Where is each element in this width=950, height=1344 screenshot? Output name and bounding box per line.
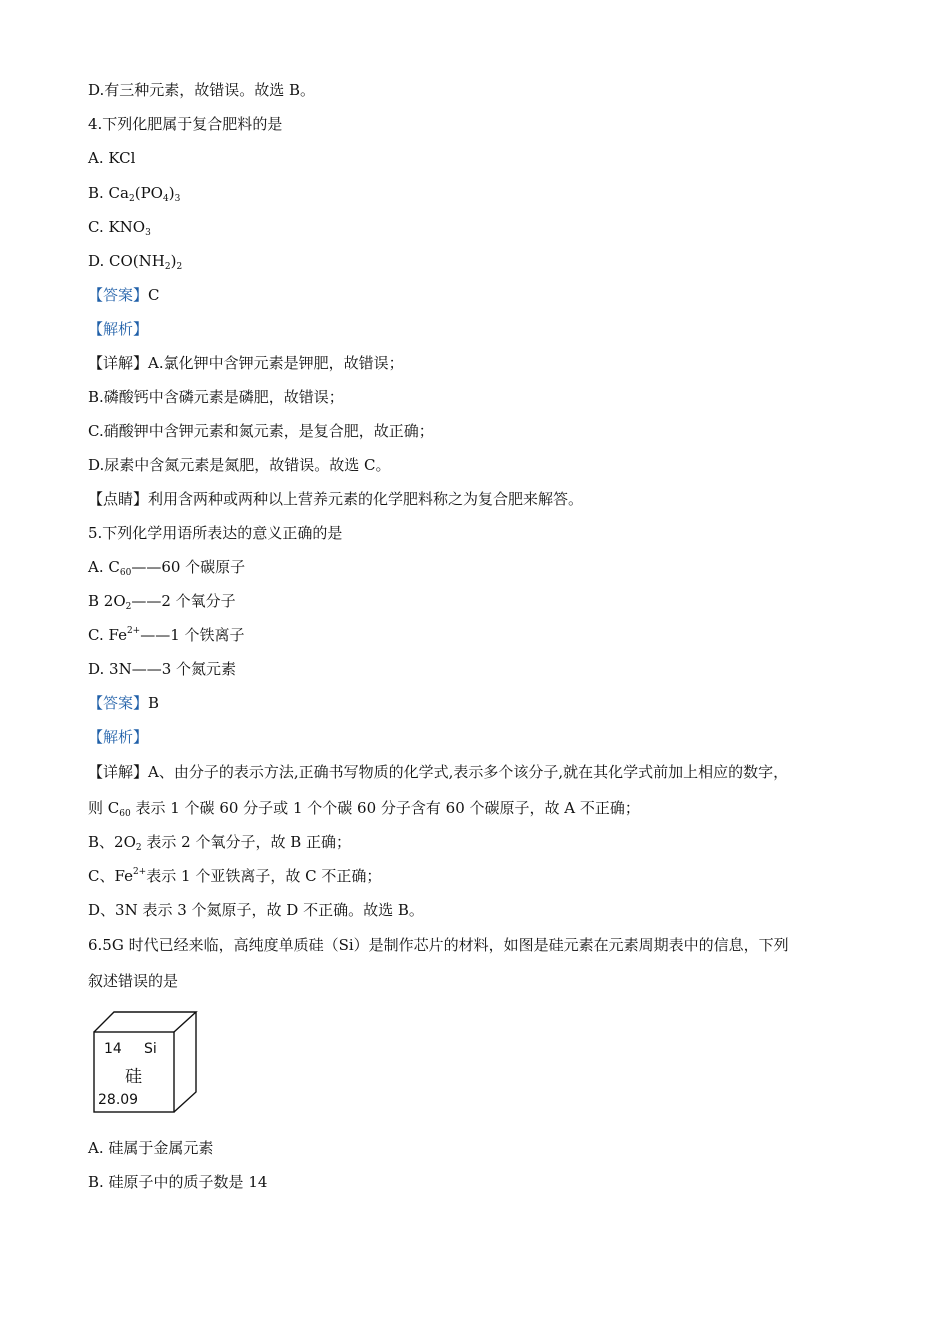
q4-option-b: B. $Ca_2(PO_4)_3$ bbox=[88, 184, 181, 204]
q4-answer: 【答案】C bbox=[88, 286, 160, 304]
q4-detail-a: 【详解】A.氯化钾中含钾元素是钾肥，故错误； bbox=[88, 354, 404, 372]
question-6-cont: 叙述错误的是 bbox=[88, 972, 179, 990]
q4-option-a: A. KCl bbox=[88, 149, 136, 167]
question-6: 6.5G 时代已经来临，高纯度单质硅（Si）是制作芯片的材料，如图是硅元素在元素周期表中的信息，下列 bbox=[88, 936, 789, 954]
q4-detail-d: D.尿素中含氮元素是氮肥，故错误。故选 C。 bbox=[88, 456, 391, 474]
q5-detail-a2: 则 $C_{60}$ 表示 1 个碳 60 分子或 1 个个碳 60 分子含有 60 个碳原子，故 A 不正确； bbox=[88, 799, 640, 819]
element-name: 硅 bbox=[125, 1067, 142, 1087]
q4-analysis-tag: 【解析】 bbox=[88, 320, 149, 338]
q4-option-d: D. $CO(NH_2)_2$ bbox=[88, 252, 183, 272]
q5-option-b: B $2O_2——2$ 个氧分子 bbox=[88, 592, 236, 612]
line-d-three-elements: D.有三种元素，故错误。故选 B。 bbox=[88, 81, 316, 99]
cube-side-face bbox=[174, 1012, 196, 1112]
silicon-element-cube bbox=[92, 1010, 200, 1114]
q4-detail-b: B.磷酸钙中含磷元素是磷肥，故错误； bbox=[88, 388, 344, 406]
element-symbol: Si bbox=[144, 1041, 157, 1057]
q5-detail-d: D、3N 表示 3 个氮原子，故 D 不正确。故选 B。 bbox=[88, 901, 424, 919]
q5-answer: 【答案】B bbox=[88, 694, 160, 712]
q4-option-c: C. $KNO_3$ bbox=[88, 218, 151, 238]
q5-option-c: C. $Fe^{2+}——1$ 个铁离子 bbox=[88, 626, 245, 644]
q5-detail-b: B、$2O_2$ 表示 2 个氧分子，故 B 正确； bbox=[88, 833, 352, 853]
q6-option-a: A. 硅属于金属元素 bbox=[88, 1139, 214, 1157]
question-4: 4.下列化肥属于复合肥料的是 bbox=[88, 115, 283, 133]
q5-analysis-tag: 【解析】 bbox=[88, 728, 149, 746]
cube-top-face bbox=[94, 1012, 196, 1032]
q4-detail-c: C.硝酸钾中含钾元素和氮元素，是复合肥，故正确； bbox=[88, 422, 434, 440]
q5-detail-a: 【详解】A、由分子的表示方法,正确书写物质的化学式,表示多个该分子,就在其化学式前加上相应的数字， bbox=[88, 763, 789, 781]
q5-detail-c: C、$Fe^{2+}$表示 1 个亚铁离子，故 C 不正确； bbox=[88, 867, 382, 885]
atomic-number: 14 bbox=[104, 1041, 122, 1057]
q5-option-a: A. $C_{60}——60$ 个碳原子 bbox=[88, 558, 246, 578]
q6-option-b: B. 硅原子中的质子数是 14 bbox=[88, 1173, 268, 1191]
q5-option-d: D. 3N——3 个氮元素 bbox=[88, 660, 237, 678]
q4-tip: 【点睛】利用含两种或两种以上营养元素的化学肥料称之为复合肥来解答。 bbox=[88, 490, 584, 508]
atomic-mass: 28.09 bbox=[98, 1092, 139, 1108]
question-5: 5.下列化学用语所表达的意义正确的是 bbox=[88, 524, 343, 542]
